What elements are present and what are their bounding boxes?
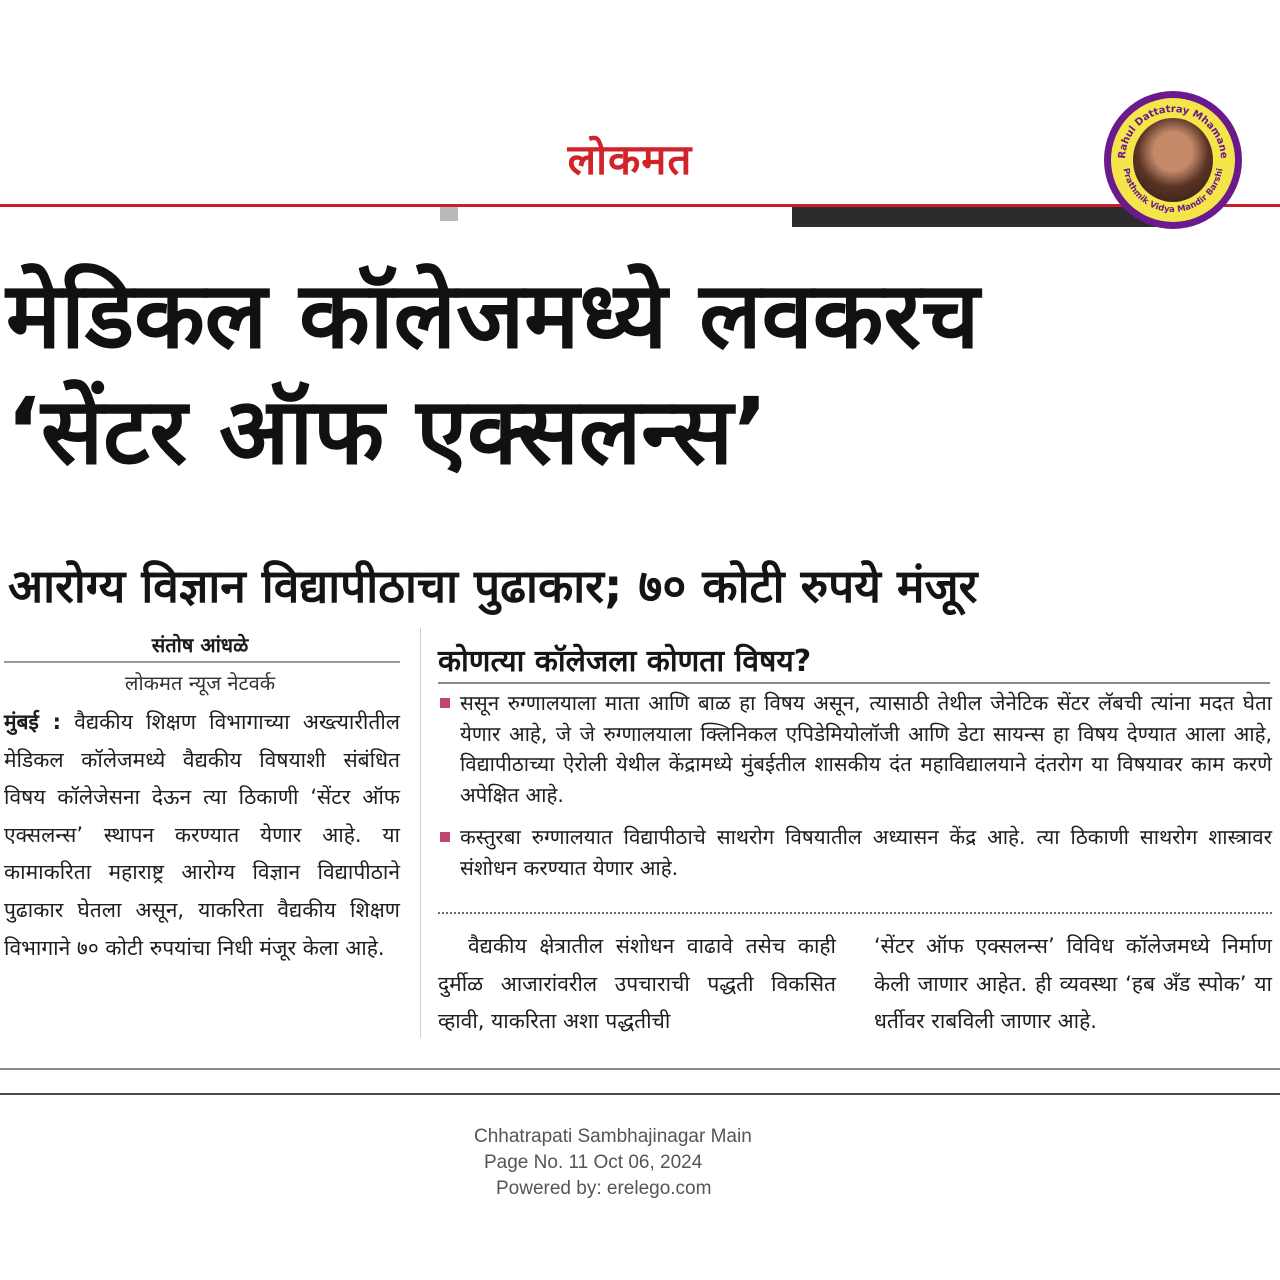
body-left-text: वैद्यकीय शिक्षण विभागाच्या अख्त्यारीतील मेडिकल कॉलेजमध्ये वैद्यकीय विषयाशी संबंधित विषय कॉलेजेसना देऊन त्या ठिकाणी ‘सेंटर ऑफ एक्सलन्स’ स्थापन करण्यात येणार आहे. या कामाकरिता महाराष्ट्र आरोग्य विज्ञान विद्यापीठाने पुढाकार घेतला असून, याकरिता वैद्यकीय शिक्षण विभागाने ७० कोटी रुपयांचा निधी मंजूर केला आहे. (4, 710, 400, 960)
article-body-right: ‘सेंटर ऑफ एक्सलन्स’ विविध कॉलेजमध्ये निर्माण केली जाणार आहेत. ही व्यवस्था ‘हब अँड स्पोक’ या धर्तीवर राबविली जाणार आहे. (874, 934, 1272, 1034)
badge-bottom-text: Prathmik Vidya Mandir Barshi (1120, 167, 1226, 216)
footer-rule-bottom (0, 1093, 1280, 1095)
bullet-text: कस्तुरबा रुग्णालयात विद्यापीठाचे साथरोग विषयातील अध्यासन केंद्र आहे. त्या ठिकाणी साथरोग शास्त्रावर संशोधन करण्यात येणार आहे. (460, 825, 1272, 880)
svg-text:Rahul Dattatray Mhamane (1117, 104, 1229, 159)
powered-by: Powered by: erelego.com (496, 1178, 712, 1199)
badge-top-text: Rahul Dattatray Mhamane (1116, 103, 1230, 160)
badge-text-ring (1111, 98, 1235, 222)
newspaper-logo: लोकमत (567, 134, 693, 184)
subheadline: आरोग्य विज्ञान विद्यापीठाचा पुढाकार; ७० कोटी रुपये मंजूर (8, 559, 978, 613)
dateline: मुंबई : (4, 710, 62, 734)
bullet-text: ससून रुग्णालयाला माता आणि बाळ हा विषय असून, त्यासाठी तेथील जेनेटिक सेंटर लॅबची त्यांना मदत घेता येणार आहे, जे जे रुग्णालयाला क्लिनिकल एपिडेमियोलॉजी आणि डेटा सायन्स हा विषय देण्यात आला आहे, विद्यापीठाच्या ऐरोली येथील केंद्रामध्ये मुंबईतील शासकीय दंत महाविद्यालयाने दंतरोग या विषयावर काम करणे अपेक्षित आहे. (460, 691, 1272, 807)
section-separator (438, 912, 1272, 914)
section-strip-left (440, 207, 458, 221)
byline-rule (4, 661, 400, 663)
sidebar-bullets (438, 688, 1272, 895)
svg-text:Prathmik Vidya Mandir Barshi (1120, 167, 1225, 215)
news-network: लोकमत न्यूज नेटवर्क (124, 671, 276, 695)
badge-inner (1111, 98, 1235, 222)
sidebar-box-rule (438, 682, 1270, 684)
bullet-item (438, 822, 1272, 883)
bullet-marker-icon (440, 832, 450, 842)
article-body-left (4, 704, 400, 967)
profile-badge (1104, 91, 1242, 229)
bullet-marker-icon (440, 698, 450, 708)
sidebar-box-title: कोणत्या कॉलेजला कोणता विषय? (438, 644, 812, 679)
footer-rule-top (0, 1068, 1280, 1070)
headline-line-1: मेडिकल कॉलेजमध्ये लवकरच (6, 262, 980, 369)
headline-line-2: ‘सेंटर ऑफ एक्सलन्स’ (6, 378, 769, 485)
author-byline: संतोष आंधळे (151, 633, 249, 657)
bullet-item (438, 688, 1272, 810)
page-info: Page No. 11 Oct 06, 2024 (484, 1152, 703, 1173)
page-footer (430, 1124, 850, 1202)
edition-name: Chhatrapati Sambhajinagar Main (474, 1126, 752, 1147)
article-body-middle: वैद्यकीय क्षेत्रातील संशोधन वाढावे तसेच काही दुर्मीळ आजारांवरील उपचाराची पद्धती विकसित व्हावी, याकरिता अशा पद्धतीची (438, 934, 836, 1034)
headline (6, 258, 1274, 490)
column-divider (420, 628, 421, 1038)
masthead (0, 0, 1280, 230)
